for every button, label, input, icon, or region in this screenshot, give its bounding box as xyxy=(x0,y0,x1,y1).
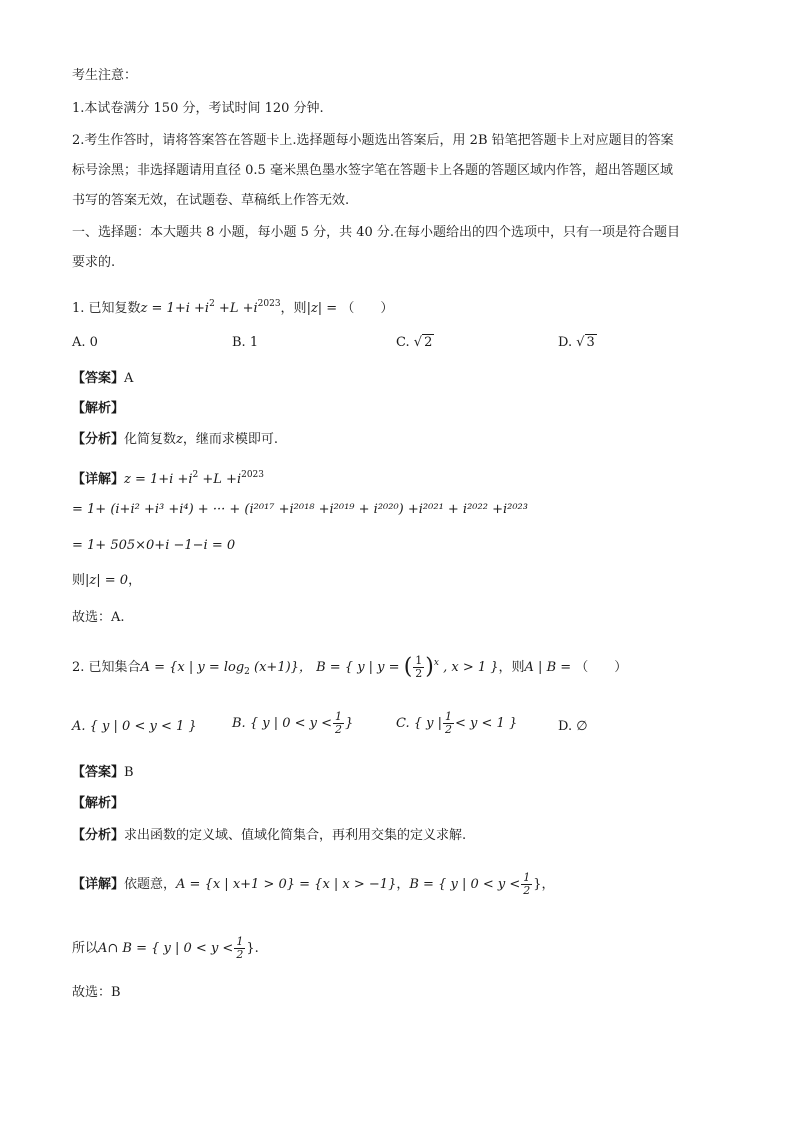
q1-option-c-label: C. xyxy=(396,335,410,350)
q1-fenxi-tag: 【分析】 xyxy=(72,432,125,447)
q2-option-b-fraction xyxy=(333,711,344,736)
q1-exp-2023: 2023 xyxy=(257,299,281,309)
q2-so xyxy=(72,936,259,961)
q1-stem-prefix: 1. 已知复数 xyxy=(72,301,141,316)
q2-option-b-prefix: B. { y | 0 < y < xyxy=(232,716,333,731)
q1-step-1: z = 1+i +i xyxy=(124,472,193,487)
q2-set-b-exp: x xyxy=(433,658,439,668)
q1-paren: （ ） xyxy=(341,301,394,316)
q2-option-c-prefix: C. { y | xyxy=(396,716,443,731)
q2-option-c-num: 1 xyxy=(445,710,453,723)
section-heading-b: 要求的. xyxy=(72,255,116,270)
q1-abs-z: |z| = xyxy=(306,301,338,316)
q1-stem-ask: ，则 xyxy=(280,301,307,316)
q1-answer-tag: 【答案】 xyxy=(72,371,125,386)
q1-option-b: B. 1 xyxy=(232,335,259,350)
q1-step-1-exp2023: 2023 xyxy=(241,470,265,480)
q2-detail-b: B = { y | 0 < y < xyxy=(409,877,521,892)
q1-step-1-tail: +L +i xyxy=(198,472,242,487)
q1-conclusion: 故选：A. xyxy=(72,610,125,625)
notice-item-2b: 标号涂黑；非选择题请用直径 0.5 毫米黑色墨水签字笔在答题卡上各题的答题区域内作答，超出答题区域 xyxy=(72,163,673,178)
q2-set-a: A = {x | y = log xyxy=(140,660,245,675)
notice-item-2c: 书写的答案无效，在试题卷、草稿纸上作答无效. xyxy=(72,193,350,208)
q2-fenxi-tag: 【分析】 xyxy=(72,828,125,843)
q1-fenxi-tail: ，继而求模即可. xyxy=(182,432,279,447)
q1-step-4-prefix: 则 xyxy=(72,573,86,588)
q1-fenxi xyxy=(72,430,278,450)
q2-set-b-prefix: B = { y | y = xyxy=(316,660,404,675)
q2-so-expr: A∩ B = { y | 0 < y < xyxy=(98,941,234,956)
q2-option-b xyxy=(232,711,353,736)
q1-option-d-value: 3 xyxy=(586,335,595,350)
q1-jiexi: 【解析】 xyxy=(72,401,125,416)
notice-item-2a: 2.考生作答时，请将答案答在答题卡上.选择题每小题选出答案后，用 2B 铅笔把答题卡上对应题目的答案 xyxy=(72,133,674,148)
q1-option-c-value: 2 xyxy=(424,335,433,350)
q2-detail-a: A = {x | x+1 > 0} = {x | x > −1} xyxy=(176,877,397,892)
q1-option-a: A. 0 xyxy=(72,335,98,350)
q1-step-1-exp2: 2 xyxy=(192,470,199,480)
q1-fenxi-text: 化简复数 xyxy=(124,432,177,447)
q2-fenxi-text: 求出函数的定义域、值域化简集合，再利用交集的定义求解. xyxy=(124,828,467,843)
q2-so-prefix: 所以 xyxy=(72,941,99,956)
q2-paren: （ ） xyxy=(575,660,628,675)
q2-so-den: 2 xyxy=(236,948,244,961)
left-paren-icon: ( xyxy=(403,654,413,680)
sqrt-icon: √ 2 xyxy=(413,335,433,350)
q2-set-a-tail: (x+1)}， xyxy=(249,660,312,675)
q1-answer xyxy=(72,369,133,389)
q2-ask-expr: A | B = xyxy=(524,660,572,675)
q2-set-b-fraction xyxy=(413,655,424,680)
q2-option-c-fraction xyxy=(443,711,454,736)
q1-answer-value: A xyxy=(124,371,134,386)
q1-option-d-label: D. xyxy=(558,335,573,350)
notice-item-1: 1.本试卷满分 150 分，考试时间 120 分钟. xyxy=(72,101,324,116)
q2-option-d: D. ∅ xyxy=(558,719,588,734)
q1-fenxi-z: z xyxy=(176,432,183,447)
q1-step-2: = 1+ (i+i² +i³ +i⁴) + ··· + (i²⁰¹⁷ +i²⁰¹⁸ +i²⁰¹⁹ + i²⁰²⁰) +i²⁰²¹ + i²⁰²² +i²⁰²³ xyxy=(72,502,528,517)
q1-option-c xyxy=(396,333,434,353)
q2-conclusion: 故选：B xyxy=(72,985,121,1000)
q2-detail-fraction xyxy=(521,872,532,897)
q2-so-fraction xyxy=(234,936,245,961)
q1-step-4 xyxy=(72,571,141,591)
q2-option-a: A. { y | 0 < y < 1 } xyxy=(72,719,197,734)
q1-stem-tail: +L +i xyxy=(214,301,258,316)
q2-set-a-sub: 2 xyxy=(244,667,250,677)
q1-xiangjie-tag: 【详解】 xyxy=(72,472,125,487)
q2-frac-num: 1 xyxy=(415,654,423,667)
q1-step-3: = 1+ 505×0+i −1−i = 0 xyxy=(72,538,236,553)
q2-option-c-tail: < y < 1 } xyxy=(455,716,518,731)
q2-detail-num: 1 xyxy=(523,871,531,884)
q2-so-num: 1 xyxy=(236,935,244,948)
q2-set-b-tail: , x > 1 } xyxy=(438,660,499,675)
q2-jiexi: 【解析】 xyxy=(72,796,125,811)
q1-step-4-expr: |z| = 0 xyxy=(85,573,129,588)
q2-stem xyxy=(72,653,627,682)
q2-option-b-num: 1 xyxy=(335,710,343,723)
q2-detail-sep: ， xyxy=(396,877,410,892)
q2-detail-den: 2 xyxy=(523,884,531,897)
q2-detail-b-tail: }， xyxy=(533,877,555,892)
q2-stem-prefix: 2. 已知集合 xyxy=(72,660,141,675)
q1-exp-2: 2 xyxy=(209,299,215,309)
q1-stem xyxy=(72,294,393,319)
sqrt-icon: √ 3 xyxy=(576,335,595,350)
q2-xiangjie-tag: 【详解】 xyxy=(72,877,125,892)
q2-so-tail: }. xyxy=(246,941,259,956)
q2-ask: ，则 xyxy=(498,660,525,675)
q2-option-b-den: 2 xyxy=(335,723,343,736)
q1-step-4-tail: ， xyxy=(128,573,142,588)
q1-stem-expr: z = 1+i +i xyxy=(140,301,210,316)
q2-answer-value: B xyxy=(124,765,134,780)
q1-option-d xyxy=(558,333,597,353)
right-paren-icon: ) xyxy=(425,654,434,680)
q1-xiangjie xyxy=(72,465,264,490)
q2-answer xyxy=(72,763,134,783)
q2-option-b-tail: } xyxy=(345,716,354,731)
section-heading-a: 一、选择题：本大题共 8 小题，每小题 5 分，共 40 分.在每小题给出的四个选项中，只有一项是符合题目 xyxy=(72,225,681,240)
q2-fenxi xyxy=(72,826,466,846)
q2-option-c-den: 2 xyxy=(445,723,453,736)
q2-option-c xyxy=(396,711,517,736)
notice-title: 考生注意： xyxy=(72,68,138,83)
q2-answer-tag: 【答案】 xyxy=(72,765,125,780)
q2-frac-den: 2 xyxy=(415,667,423,680)
q2-detail-prefix: 依题意， xyxy=(124,877,177,892)
q2-xiangjie xyxy=(72,872,555,897)
